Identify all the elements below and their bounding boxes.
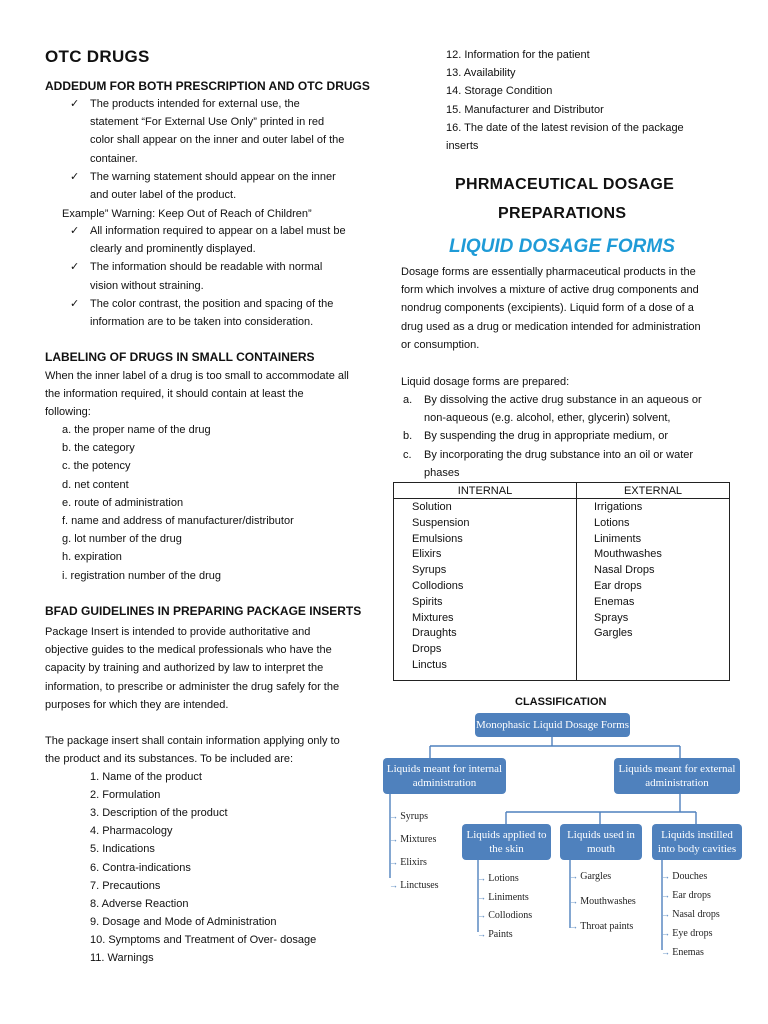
external-form-item: Irrigations <box>594 501 643 513</box>
list-item: 13. Availability <box>446 67 516 80</box>
list-item-line: phases <box>424 466 460 479</box>
diagram-leaf-label: Paints <box>488 928 513 940</box>
list-item: 8. Adverse Reaction <box>90 897 189 910</box>
list-item: 7. Precautions <box>90 879 161 892</box>
paragraph-line: nondrug components (excipients). Liquid form of a dose of a <box>401 302 694 315</box>
diagram-leaf-item <box>389 879 439 892</box>
internal-external-table <box>393 482 730 681</box>
external-form-item: Mouthwashes <box>594 548 662 561</box>
list-item: d. net content <box>62 478 129 491</box>
diagram-leaf-item <box>661 908 720 921</box>
bullet-line: information are to be taken into consideration. <box>90 316 314 328</box>
internal-form-item: Mixtures <box>412 611 454 624</box>
bullet-line: The warning statement should appear on the inner <box>90 170 336 183</box>
liquid-dosage-forms-title: LIQUID DOSAGE FORMS <box>449 236 675 257</box>
internal-form-item: Draughts <box>412 627 457 640</box>
example-text: Example” Warning: Keep Out of Reach of Children” <box>62 208 312 220</box>
list-item-line: By dissolving the active drug substance in an aqueous or <box>424 394 702 406</box>
table-header-internal: INTERNAL <box>394 483 577 499</box>
diagram-leaf-label: Enemas <box>672 947 704 958</box>
bullet-line: and outer label of the product. <box>90 189 237 201</box>
arrow-right-icon: → <box>477 928 489 939</box>
otc-drugs-title: OTC DRUGS <box>45 47 150 66</box>
internal-form-item: Emulsions <box>412 532 463 545</box>
diagram-leaf-label: Nasal drops <box>672 909 720 920</box>
diagram-mouth-box: Liquids used in mouth <box>560 824 642 860</box>
diagram-leaf-item <box>477 909 532 922</box>
external-form-item: Sprays <box>594 611 629 624</box>
arrow-right-icon: → <box>661 928 673 938</box>
list-item: 12. Information for the patient <box>446 49 590 61</box>
arrow-right-icon: → <box>661 909 673 919</box>
paragraph-line: When the inner label of a drug is too small to accommodate all <box>45 370 349 382</box>
connector-line <box>430 737 680 758</box>
arrow-right-icon: → <box>661 871 673 881</box>
bullet-line: vision without straining. <box>90 279 204 292</box>
bullet-line: The products intended for external use, the <box>90 98 300 110</box>
diagram-leaf-item <box>477 891 529 904</box>
internal-form-item: Elixirs <box>412 548 442 561</box>
external-form-item: Ear drops <box>594 580 642 592</box>
diagram-leaf-label: Ear drops <box>672 890 711 901</box>
diagram-leaf-item <box>661 870 707 883</box>
list-item: i. registration number of the drug <box>62 569 221 582</box>
internal-form-item: Drops <box>412 643 442 656</box>
arrow-right-icon: → <box>477 891 489 902</box>
paragraph-line: capacity by training and authorized by law to interpret the <box>45 662 324 675</box>
list-item: 2. Formulation <box>90 789 161 802</box>
paragraph-line: The package insert shall contain information applying only to <box>45 735 340 747</box>
bullet-line: color shall appear on the inner and outer label of the <box>90 134 345 147</box>
internal-form-item: Linctus <box>412 659 447 671</box>
paragraph-line: drug used as a drug or medication intended for administration <box>401 320 701 333</box>
list-item: 16. The date of the latest revision of the package <box>446 121 684 134</box>
diagram-leaf-label: Liniments <box>488 891 529 903</box>
diagram-external-box: Liquids meant for external administration <box>614 758 740 794</box>
checkmark-icon: ✓ <box>70 261 80 274</box>
diagram-leaf-item <box>661 889 711 902</box>
checkmark-icon: ✓ <box>70 225 80 237</box>
internal-form-item: Collodions <box>412 580 464 592</box>
bullet-line: container. <box>90 152 138 165</box>
list-item: 3. Description of the product <box>90 807 228 820</box>
arrow-right-icon: → <box>661 947 673 957</box>
checkmark-icon: ✓ <box>70 297 80 310</box>
checkmark-icon: ✓ <box>70 170 80 183</box>
list-item: b. the category <box>62 442 135 455</box>
bullet-line: The color contrast, the position and spacing of the <box>90 297 334 310</box>
list-item: h. expiration <box>62 551 122 564</box>
diagram-leaf-label: Mouthwashes <box>580 896 636 907</box>
list-item: a. the proper name of the drug <box>62 424 211 436</box>
diagram-leaf-item <box>661 946 704 959</box>
diagram-leaf-item <box>569 895 636 908</box>
diagram-root-box: Monophasic Liquid Dosage Forms <box>475 713 630 737</box>
arrow-right-icon: → <box>389 834 401 844</box>
diagram-cavities-box: Liquids instilled into body cavities <box>652 824 742 860</box>
bullet-line: clearly and prominently displayed. <box>90 243 256 256</box>
paragraph-line: following: <box>45 406 91 419</box>
diagram-leaf-label: Linctuses <box>400 880 439 891</box>
list-item: f. name and address of manufacturer/distributor <box>62 515 294 527</box>
list-item: 1. Name of the product <box>90 771 202 783</box>
paragraph-line: or consumption. <box>401 338 480 351</box>
addendum-heading: ADDEDUM FOR BOTH PRESCRIPTION AND OTC DRUGS <box>45 79 370 93</box>
diagram-leaf-label: Douches <box>672 871 708 882</box>
connector-line <box>506 794 696 824</box>
external-form-item: Lotions <box>594 516 630 529</box>
section-title-line-2: PREPARATIONS <box>498 205 627 222</box>
diagram-leaf-label: Lotions <box>488 873 519 884</box>
diagram-leaf-item <box>477 872 519 885</box>
small-containers-heading: LABELING OF DRUGS IN SMALL CONTAINERS <box>45 350 315 364</box>
bullet-line: statement “For External Use Only” printed in red <box>90 116 325 129</box>
list-item: 5. Indications <box>90 843 155 856</box>
section-title-line-1: PHRMACEUTICAL DOSAGE <box>455 176 675 193</box>
arrow-right-icon: → <box>569 896 581 906</box>
internal-form-item: Spirits <box>412 595 443 608</box>
table-header-external: EXTERNAL <box>577 483 730 499</box>
internal-form-item: Solution <box>412 501 452 513</box>
diagram-internal-box: Liquids meant for internal administration <box>383 758 506 794</box>
diagram-leaf-label: Gargles <box>580 871 612 882</box>
external-form-item: Nasal Drops <box>594 564 655 577</box>
arrow-right-icon: → <box>389 857 401 867</box>
arrow-right-icon: → <box>569 871 581 881</box>
diagram-leaf-item <box>661 927 713 940</box>
bullet-line: All information required to appear on a label must be <box>90 225 346 237</box>
diagram-leaf-label: Collodions <box>488 910 533 921</box>
diagram-leaf-item <box>389 833 436 846</box>
classification-heading: CLASSIFICATION <box>515 696 607 708</box>
diagram-leaf-item <box>569 920 633 933</box>
internal-form-item: Syrups <box>412 564 447 577</box>
bfad-heading: BFAD GUIDELINES IN PREPARING PACKAGE INSERTS <box>45 604 362 618</box>
diagram-leaf-label: Elixirs <box>400 857 427 868</box>
diagram-leaf-label: Syrups <box>400 811 429 822</box>
external-form-item: Gargles <box>594 627 633 640</box>
diagram-leaf-label: Eye drops <box>672 928 713 939</box>
diagram-leaf-label: Mixtures <box>400 834 437 845</box>
diagram-leaf-item <box>569 870 611 883</box>
external-forms-column <box>577 499 729 680</box>
paragraph-line: objective guides to the medical professionals who have the <box>45 644 332 657</box>
list-item: inserts <box>446 140 479 152</box>
list-item: e. route of administration <box>62 496 184 509</box>
diagram-leaf-label: Throat paints <box>580 921 634 932</box>
diagram-skin-box: Liquids applied to the skin <box>462 824 551 860</box>
arrow-right-icon: → <box>389 811 401 821</box>
arrow-right-icon: → <box>477 873 489 883</box>
external-form-item: Enemas <box>594 595 635 608</box>
arrow-right-icon: → <box>569 921 581 931</box>
paragraph-line: the product and its substances. To be included are: <box>45 753 294 766</box>
list-item: 15. Manufacturer and Distributor <box>446 103 604 116</box>
list-item-line: By incorporating the drug substance into an oil or water <box>424 448 694 461</box>
paragraph-line: form which involves a mixture of active drug components and <box>401 284 699 297</box>
prepared-heading: Liquid dosage forms are prepared: <box>401 376 570 388</box>
list-item: 11. Warnings <box>90 952 154 964</box>
list-letter: a. <box>403 394 413 406</box>
list-item: 9. Dosage and Mode of Administration <box>90 915 277 928</box>
paragraph-line: Package Insert is intended to provide authoritative and <box>45 626 311 638</box>
classification-diagram <box>380 710 750 970</box>
checkmark-icon: ✓ <box>70 98 80 110</box>
list-letter: c. <box>403 448 412 461</box>
diagram-leaf-item <box>389 810 428 823</box>
arrow-right-icon: → <box>389 880 401 890</box>
list-letter: b. <box>403 430 413 443</box>
arrow-right-icon: → <box>477 910 489 920</box>
bullet-line: The information should be readable with normal <box>90 261 323 274</box>
list-item-line: non-aqueous (e.g. alcohol, ether, glycerin) solvent, <box>424 412 671 425</box>
list-item: 10. Symptoms and Treatment of Over- dosage <box>90 933 317 946</box>
list-item: 4. Pharmacology <box>90 825 173 838</box>
list-item: 6. Contra-indications <box>90 861 191 874</box>
diagram-leaf-item <box>389 856 427 869</box>
paragraph-line: Dosage forms are essentially pharmaceutical products in the <box>401 266 696 278</box>
internal-form-item: Suspension <box>412 516 470 529</box>
list-item: g. lot number of the drug <box>62 533 182 546</box>
list-item-line: By suspending the drug in appropriate medium, or <box>424 430 668 443</box>
external-form-item: Liniments <box>594 532 642 545</box>
paragraph-line: the information required, it should contain at least the <box>45 388 304 401</box>
paragraph-line: information, to prescribe or administer the drug safely for the <box>45 680 340 693</box>
list-item: c. the potency <box>62 460 131 473</box>
arrow-right-icon: → <box>661 890 673 900</box>
diagram-leaf-item <box>477 928 513 941</box>
internal-forms-column <box>394 499 576 680</box>
paragraph-line: purposes for which they are intended. <box>45 698 229 711</box>
list-item: 14. Storage Condition <box>446 85 553 98</box>
